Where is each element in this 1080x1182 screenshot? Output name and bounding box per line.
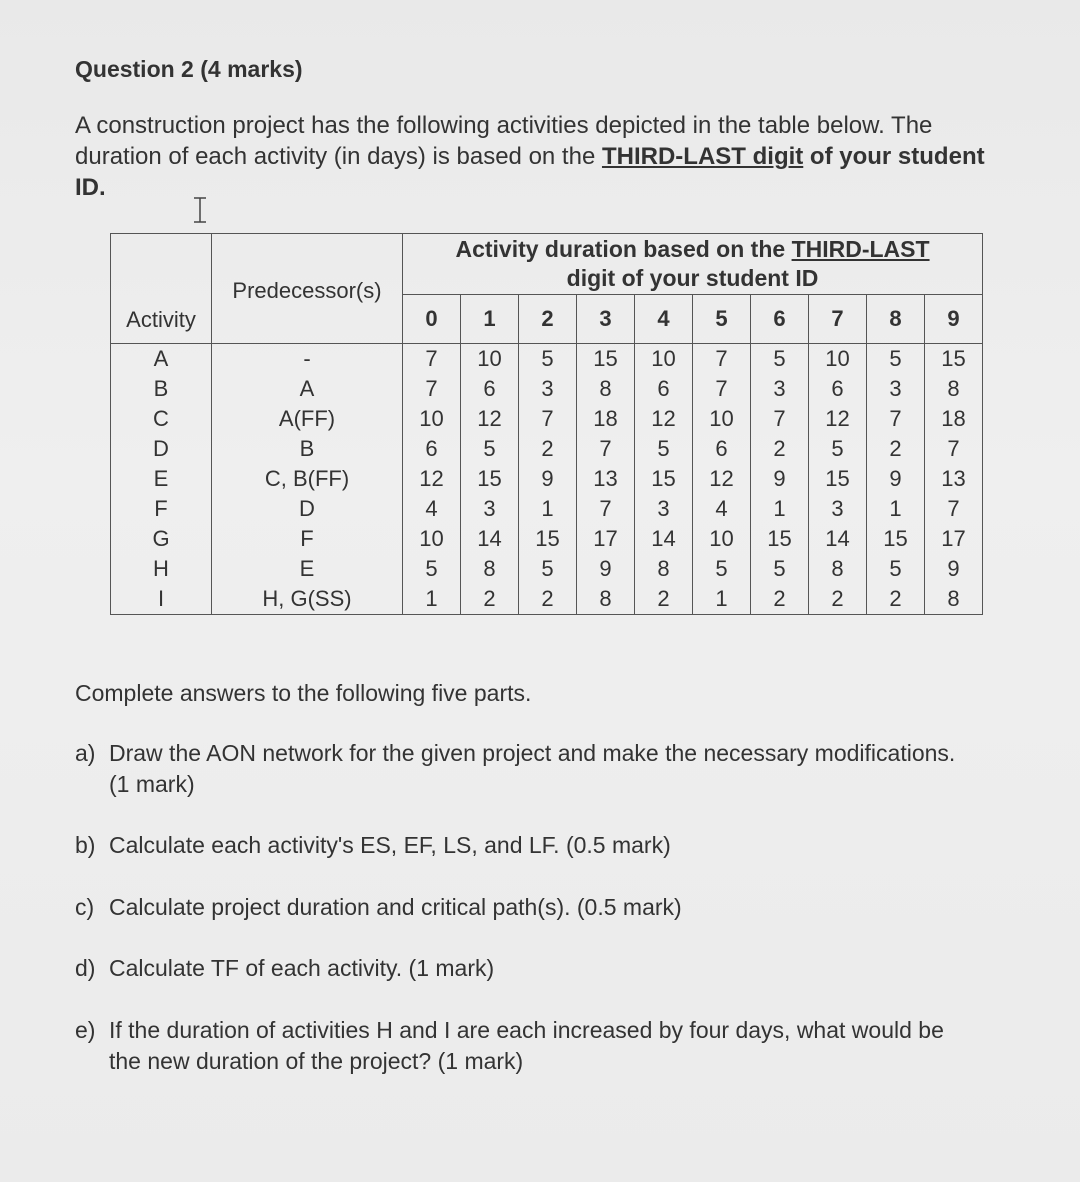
part-d bbox=[75, 953, 995, 984]
duration-cell: 7 bbox=[577, 434, 635, 464]
duration-cell: 4 bbox=[693, 494, 751, 524]
duration-cell: 10 bbox=[809, 344, 867, 375]
activity-cell: F bbox=[111, 494, 212, 524]
table-row bbox=[111, 404, 983, 434]
duration-cell: 5 bbox=[867, 344, 925, 375]
predecessor-cell: F bbox=[212, 524, 403, 554]
duration-cell: 5 bbox=[867, 554, 925, 584]
duration-cell: 2 bbox=[867, 434, 925, 464]
intro-emphasis: THIRD-LAST digit bbox=[601, 143, 804, 170]
duration-cell: 2 bbox=[751, 434, 809, 464]
activity-cell: H bbox=[111, 554, 212, 584]
duration-cell: 7 bbox=[693, 374, 751, 404]
duration-cell: 3 bbox=[635, 494, 693, 524]
duration-cell: 9 bbox=[925, 554, 983, 584]
table-row bbox=[111, 494, 983, 524]
duration-cell: 12 bbox=[461, 404, 519, 434]
duration-cell: 5 bbox=[519, 554, 577, 584]
duration-cell: 1 bbox=[693, 584, 751, 615]
duration-cell: 3 bbox=[519, 374, 577, 404]
duration-cell: 14 bbox=[461, 524, 519, 554]
duration-cell: 8 bbox=[461, 554, 519, 584]
duration-cell: 7 bbox=[751, 404, 809, 434]
digit-header: 0 bbox=[403, 295, 461, 344]
intro-text-2: of your student ID. bbox=[75, 143, 985, 201]
table-row bbox=[111, 344, 983, 375]
duration-cell: 8 bbox=[809, 554, 867, 584]
part-label: d) bbox=[75, 955, 96, 981]
predecessor-cell: D bbox=[212, 494, 403, 524]
predecessor-cell: E bbox=[212, 554, 403, 584]
digit-header: 7 bbox=[809, 295, 867, 344]
part-text: Calculate TF of each activity. (1 mark) bbox=[109, 955, 495, 981]
duration-cell: 6 bbox=[461, 374, 519, 404]
predecessor-cell: A(FF) bbox=[212, 404, 403, 434]
duration-cell: 12 bbox=[403, 464, 461, 494]
table-row bbox=[111, 464, 983, 494]
duration-cell: 15 bbox=[635, 464, 693, 494]
duration-cell: 15 bbox=[519, 524, 577, 554]
duration-cell: 10 bbox=[693, 404, 751, 434]
duration-cell: 1 bbox=[519, 494, 577, 524]
duration-cell: 10 bbox=[403, 404, 461, 434]
part-text: Calculate each activity's ES, EF, LS, and LF. (0.5 mark) bbox=[109, 832, 671, 858]
duration-table bbox=[110, 233, 983, 615]
duration-cell: 13 bbox=[577, 464, 635, 494]
duration-cell: 1 bbox=[867, 494, 925, 524]
duration-cell: 15 bbox=[751, 524, 809, 554]
duration-cell: 9 bbox=[751, 464, 809, 494]
activity-cell: E bbox=[111, 464, 212, 494]
duration-cell: 6 bbox=[635, 374, 693, 404]
predecessor-cell: B bbox=[212, 434, 403, 464]
digit-header: 6 bbox=[751, 295, 809, 344]
duration-cell: 10 bbox=[635, 344, 693, 375]
part-text: If the duration of activities H and I are each increased by four days, what would be the new duration of the project? (1 mark) bbox=[109, 1017, 944, 1074]
duration-cell: 2 bbox=[809, 584, 867, 615]
duration-cell: 8 bbox=[577, 374, 635, 404]
duration-cell: 13 bbox=[925, 464, 983, 494]
table-header-row-1 bbox=[111, 234, 983, 295]
duration-cell: 12 bbox=[809, 404, 867, 434]
duration-cell: 10 bbox=[461, 344, 519, 375]
header-predecessor: Predecessor(s) bbox=[212, 234, 403, 344]
duration-cell: 18 bbox=[577, 404, 635, 434]
duration-cell: 2 bbox=[635, 584, 693, 615]
part-label: b) bbox=[75, 832, 96, 858]
duration-cell: 5 bbox=[693, 554, 751, 584]
part-text: Calculate project duration and critical path(s). (0.5 mark) bbox=[109, 894, 682, 920]
duration-cell: 5 bbox=[635, 434, 693, 464]
duration-cell: 9 bbox=[867, 464, 925, 494]
duration-cell: 3 bbox=[809, 494, 867, 524]
predecessor-cell: H, G(SS) bbox=[212, 584, 403, 615]
duration-cell: 14 bbox=[635, 524, 693, 554]
duration-cell: 10 bbox=[693, 524, 751, 554]
question-title: Question 2 (4 marks) bbox=[75, 56, 303, 82]
activity-cell: G bbox=[111, 524, 212, 554]
duration-cell: 12 bbox=[635, 404, 693, 434]
duration-cell: 8 bbox=[925, 374, 983, 404]
duration-cell: 15 bbox=[809, 464, 867, 494]
intro-text-1: A construction project has the following activities depicted in the table below. The duration of each activity (in days) is based on the bbox=[75, 112, 933, 170]
duration-cell: 5 bbox=[519, 344, 577, 375]
duration-cell: 17 bbox=[577, 524, 635, 554]
part-label: e) bbox=[75, 1017, 96, 1043]
table-row bbox=[111, 434, 983, 464]
duration-cell: 9 bbox=[519, 464, 577, 494]
duration-cell: 12 bbox=[693, 464, 751, 494]
activity-cell: B bbox=[111, 374, 212, 404]
predecessor-cell: C, B(FF) bbox=[212, 464, 403, 494]
duration-cell: 7 bbox=[867, 404, 925, 434]
part-c bbox=[75, 892, 995, 923]
duration-header-emphasis: THIRD-LAST bbox=[791, 236, 930, 262]
duration-cell: 10 bbox=[403, 524, 461, 554]
duration-cell: 5 bbox=[461, 434, 519, 464]
digit-header: 4 bbox=[635, 295, 693, 344]
duration-cell: 7 bbox=[693, 344, 751, 375]
duration-cell: 9 bbox=[577, 554, 635, 584]
digit-header: 8 bbox=[867, 295, 925, 344]
duration-cell: 2 bbox=[867, 584, 925, 615]
digit-header: 1 bbox=[461, 295, 519, 344]
activity-cell: I bbox=[111, 584, 212, 615]
duration-cell: 18 bbox=[925, 404, 983, 434]
duration-cell: 5 bbox=[751, 344, 809, 375]
duration-header-text-2: digit of your student ID bbox=[566, 265, 819, 291]
duration-cell: 3 bbox=[751, 374, 809, 404]
activity-cell: A bbox=[111, 344, 212, 375]
table-row bbox=[111, 524, 983, 554]
part-label: c) bbox=[75, 894, 95, 920]
duration-cell: 7 bbox=[403, 374, 461, 404]
duration-cell: 7 bbox=[577, 494, 635, 524]
duration-cell: 3 bbox=[867, 374, 925, 404]
duration-cell: 15 bbox=[461, 464, 519, 494]
part-text: Draw the AON network for the given project and make the necessary modifications. (1 mark) bbox=[109, 740, 956, 797]
table-body bbox=[111, 344, 983, 615]
duration-cell: 2 bbox=[461, 584, 519, 615]
instructions: Complete answers to the following five parts. bbox=[75, 680, 532, 706]
duration-cell: 15 bbox=[577, 344, 635, 375]
text-cursor-icon bbox=[190, 196, 210, 224]
duration-cell: 5 bbox=[751, 554, 809, 584]
digit-header: 5 bbox=[693, 295, 751, 344]
part-label: a) bbox=[75, 740, 96, 766]
activity-cell: C bbox=[111, 404, 212, 434]
duration-cell: 7 bbox=[925, 434, 983, 464]
duration-cell: 7 bbox=[925, 494, 983, 524]
header-duration bbox=[403, 234, 983, 295]
duration-cell: 8 bbox=[577, 584, 635, 615]
duration-cell: 1 bbox=[751, 494, 809, 524]
table-row bbox=[111, 374, 983, 404]
digit-header: 3 bbox=[577, 295, 635, 344]
question-intro bbox=[75, 110, 995, 203]
part-a bbox=[75, 738, 995, 800]
duration-cell: 6 bbox=[403, 434, 461, 464]
part-b bbox=[75, 830, 995, 861]
duration-cell: 5 bbox=[809, 434, 867, 464]
predecessor-cell: A bbox=[212, 374, 403, 404]
duration-cell: 2 bbox=[519, 584, 577, 615]
duration-cell: 7 bbox=[519, 404, 577, 434]
duration-cell: 8 bbox=[925, 584, 983, 615]
duration-cell: 1 bbox=[403, 584, 461, 615]
header-activity: Activity bbox=[111, 234, 212, 344]
table-row bbox=[111, 554, 983, 584]
duration-cell: 7 bbox=[403, 344, 461, 375]
duration-cell: 15 bbox=[925, 344, 983, 375]
digit-header: 9 bbox=[925, 295, 983, 344]
duration-cell: 17 bbox=[925, 524, 983, 554]
duration-cell: 15 bbox=[867, 524, 925, 554]
activity-cell: D bbox=[111, 434, 212, 464]
duration-header-text-1: Activity duration based on the bbox=[455, 236, 792, 262]
duration-cell: 6 bbox=[809, 374, 867, 404]
duration-cell: 14 bbox=[809, 524, 867, 554]
table-row bbox=[111, 584, 983, 615]
duration-cell: 2 bbox=[519, 434, 577, 464]
digit-header: 2 bbox=[519, 295, 577, 344]
duration-cell: 6 bbox=[693, 434, 751, 464]
duration-cell: 2 bbox=[751, 584, 809, 615]
part-e bbox=[75, 1015, 995, 1077]
predecessor-cell: - bbox=[212, 344, 403, 375]
duration-cell: 8 bbox=[635, 554, 693, 584]
duration-cell: 4 bbox=[403, 494, 461, 524]
duration-cell: 5 bbox=[403, 554, 461, 584]
duration-cell: 3 bbox=[461, 494, 519, 524]
